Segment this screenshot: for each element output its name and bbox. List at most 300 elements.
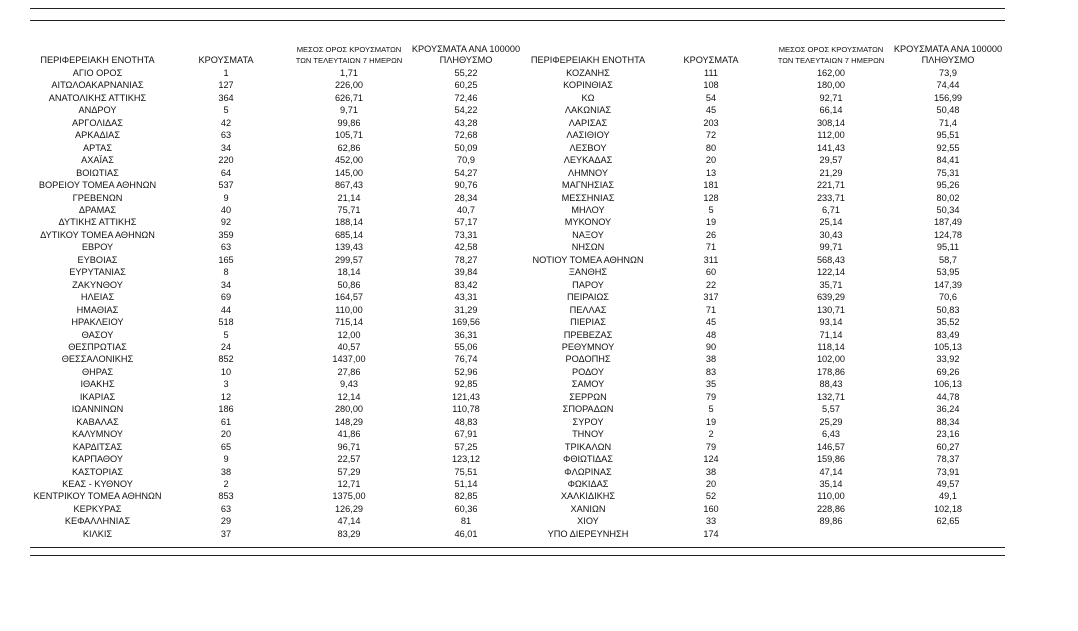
- region-cell: ΦΛΩΡΙΝΑΣ: [564, 466, 612, 477]
- per-100k-cell: 70,6: [939, 292, 957, 303]
- cases-cell: 19: [705, 217, 717, 228]
- per-100k-cell: 33,92: [936, 354, 960, 365]
- region-cell: ΠΕΛΛΑΣ: [569, 304, 607, 315]
- table-row: [523, 403, 1003, 415]
- cases-cell: 38: [705, 466, 717, 477]
- avg-7day-cell: 102,00: [816, 354, 846, 365]
- cases-cell: 45: [705, 317, 717, 328]
- per-100k-cell: 36,24: [936, 404, 960, 415]
- table-row: [30, 503, 521, 515]
- cases-cell: 518: [218, 317, 234, 328]
- avg-7day-cell: 139,43: [334, 242, 364, 253]
- per-100k-cell: 44,78: [936, 391, 960, 402]
- avg-7day-cell: 71,14: [819, 329, 843, 340]
- table-row: [523, 142, 1003, 154]
- per-100k-cell: 57,25: [454, 441, 478, 452]
- region-cell: ΡΟΔΟΥ: [571, 366, 604, 377]
- bottom-rule-second: [30, 555, 1005, 556]
- table-row: [30, 378, 521, 390]
- per-100k-cell: 74,44: [936, 80, 960, 91]
- region-cell: ΘΕΣΣΑΛΟΝΙΚΗΣ: [61, 354, 134, 365]
- avg-7day-cell: 132,71: [816, 391, 846, 402]
- avg-7day-cell: 110,00: [335, 304, 363, 315]
- avg-7day-cell: 452,00: [334, 155, 364, 166]
- table-row: [523, 291, 1003, 303]
- per-100k-cell: 54,27: [454, 167, 478, 178]
- per-100k-cell: 83,42: [454, 279, 478, 290]
- cases-cell: 40: [220, 204, 232, 215]
- region-cell: ΞΑΝΘΗΣ: [568, 267, 608, 278]
- per-100k-cell: 49,57: [936, 478, 960, 489]
- cases-cell: 1: [223, 68, 229, 78]
- per-100k-cell: 88,34: [936, 416, 960, 427]
- header-7day-average: [287, 40, 411, 67]
- per-100k-cell: 43,28: [454, 117, 478, 128]
- cases-cell: 127: [218, 80, 234, 91]
- region-cell: ΛΑΡΙΣΑΣ: [568, 117, 608, 128]
- per-100k-cell: 82,85: [454, 491, 478, 502]
- header-region: ΠΕΡΙΦΕΡΕΙΑΚΗ ΕΝΟΤΗΤΑ: [530, 55, 646, 65]
- per-100k-cell: 36,31: [454, 329, 478, 340]
- cases-cell: 174: [703, 528, 719, 539]
- table-row: [30, 179, 521, 191]
- avg-7day-cell: 162,00: [816, 68, 846, 78]
- header-region: ΠΕΡΙΦΕΡΕΙΑΚΗ ΕΝΟΤΗΤΑ: [40, 55, 155, 65]
- region-cell: ΚΟΖΑΝΗΣ: [566, 68, 610, 78]
- region-cell: ΑΡΚΑΔΙΑΣ: [74, 130, 120, 141]
- avg-7day-cell: 308,14: [816, 117, 846, 128]
- per-100k-cell: 105,13: [933, 341, 963, 352]
- avg-7day-cell: 92,71: [819, 92, 843, 103]
- region-cell: ΛΑΣΙΘΙΟΥ: [566, 130, 610, 141]
- per-100k-cell: 78,37: [936, 454, 960, 465]
- cases-cell: 9: [223, 454, 229, 465]
- cases-cell: 186: [218, 404, 234, 415]
- avg-7day-cell: 66,14: [819, 105, 843, 116]
- cases-cell: 317: [703, 292, 719, 303]
- cases-cell: 359: [218, 229, 234, 240]
- avg-7day-cell: 118,14: [817, 341, 845, 352]
- cases-cell: 364: [218, 92, 234, 103]
- per-100k-cell: 80,02: [936, 192, 960, 203]
- table-row: [30, 316, 521, 328]
- table-row: [30, 266, 521, 278]
- header-7day-average: [769, 40, 893, 67]
- region-cell: ΗΡΑΚΛΕΙΟΥ: [71, 317, 124, 328]
- avg-7day-cell: 178,86: [816, 366, 846, 377]
- table-row: [523, 441, 1003, 453]
- avg-7day-cell: 22,57: [337, 454, 361, 465]
- table-row: [523, 204, 1003, 216]
- region-cell: ΚΑΡΠΑΘΟΥ: [71, 454, 124, 465]
- table-row: [30, 254, 521, 266]
- region-cell: ΕΥΒΟΙΑΣ: [77, 254, 118, 265]
- table-row: [30, 241, 521, 253]
- table-row: [523, 79, 1003, 91]
- cases-cell: 111: [704, 68, 718, 78]
- cases-cell: 37: [220, 528, 232, 539]
- region-cell: ΝΟΤΙΟΥ ΤΟΜΕΑ ΑΘΗΝΩΝ: [532, 254, 644, 265]
- per-100k-cell: 60,27: [936, 441, 960, 452]
- avg-7day-cell: 18,14: [337, 267, 361, 278]
- avg-7day-cell: 105,71: [334, 130, 364, 141]
- cases-cell: 24: [220, 341, 232, 352]
- cases-cell: 852: [218, 354, 234, 365]
- per-100k-cell: 92,85: [454, 379, 478, 390]
- table-row: [30, 142, 521, 154]
- region-cell: ΜΥΚΟΝΟΥ: [564, 217, 612, 228]
- region-cell: ΔΥΤΙΚΗΣ ΑΤΤΙΚΗΣ: [58, 217, 137, 228]
- cases-cell: 52: [705, 491, 717, 502]
- cases-cell: 12: [220, 391, 232, 402]
- region-cell: ΧΙΟΥ: [577, 516, 599, 527]
- region-cell: ΚΕΑΣ - ΚΥΘΝΟΥ: [62, 478, 133, 489]
- table-row: [523, 316, 1003, 328]
- table-row: [523, 216, 1003, 228]
- avg-7day-cell: 126,29: [334, 503, 364, 514]
- region-cell: ΛΕΣΒΟΥ: [569, 142, 607, 153]
- region-cell: ΒΟΙΩΤΙΑΣ: [76, 167, 119, 178]
- per-100k-cell: 75,51: [454, 466, 478, 477]
- table-row: [523, 503, 1003, 515]
- cases-cell: 20: [220, 429, 232, 440]
- avg-7day-cell: [769, 528, 893, 540]
- region-cell: ΑΡΤΑΣ: [83, 142, 112, 153]
- per-100k-cell: 73,31: [454, 229, 478, 240]
- region-cell: ΑΡΓΟΛΙΔΑΣ: [72, 117, 123, 128]
- region-cell: ΣΑΜΟΥ: [571, 379, 605, 390]
- per-100k-cell: 53,95: [936, 267, 960, 278]
- table-row: [523, 341, 1003, 353]
- region-cell: ΘΑΣΟΥ: [81, 329, 114, 340]
- region-cell: ΑΓΙΟ ΟΡΟΣ: [72, 68, 123, 78]
- table-row: [30, 229, 521, 241]
- cases-cell: 54: [705, 92, 717, 103]
- cases-cell: 853: [218, 491, 234, 502]
- region-cell: ΦΩΚΙΔΑΣ: [567, 478, 609, 489]
- right-table-body: [523, 67, 1003, 540]
- cases-cell: 61: [220, 416, 232, 427]
- region-cell: ΙΘΑΚΗΣ: [80, 379, 115, 390]
- cases-cell: 33: [705, 516, 717, 527]
- cases-cell: 160: [703, 503, 719, 514]
- table-row: [523, 353, 1003, 365]
- table-row: [30, 104, 521, 116]
- avg-7day-cell: 130,71: [816, 304, 846, 315]
- table-row: [523, 67, 1003, 79]
- per-100k-cell: 75,31: [936, 167, 960, 178]
- table-row: [523, 266, 1003, 278]
- avg-7day-cell: 83,29: [337, 528, 361, 539]
- table-row: [30, 391, 521, 403]
- table-row: [30, 216, 521, 228]
- region-cell: ΛΕΥΚΑΔΑΣ: [563, 155, 613, 166]
- region-cell: ΦΘΙΩΤΙΔΑΣ: [562, 454, 613, 465]
- table-row: [30, 204, 521, 216]
- table-row: [523, 478, 1003, 490]
- cases-cell: 63: [220, 242, 232, 253]
- per-100k-cell: 76,74: [454, 354, 478, 365]
- table-row: [523, 241, 1003, 253]
- region-cell: ΑΝΑΤΟΛΙΚΗΣ ΑΤΤΙΚΗΣ: [48, 92, 147, 103]
- table-row: [523, 490, 1003, 502]
- table-row: [30, 466, 521, 478]
- per-100k-cell: 35,52: [936, 317, 960, 328]
- avg-7day-cell: 9,71: [340, 105, 358, 116]
- table-row: [30, 353, 521, 365]
- table-row: [523, 391, 1003, 403]
- header-per-100k-line2: ΠΛΗΘΥΣΜΟ: [921, 55, 975, 65]
- region-cell: ΜΗΛΟΥ: [571, 204, 605, 215]
- avg-7day-cell: 1437,00: [332, 354, 366, 365]
- per-100k-cell: 23,16: [936, 429, 960, 440]
- region-cell: ΒΟΡΕΙΟΥ ΤΟΜΕΑ ΑΘΗΝΩΝ: [38, 180, 157, 191]
- cases-table-right: [523, 40, 1003, 540]
- cases-table-left: [30, 40, 521, 540]
- avg-7day-cell: 57,29: [337, 466, 361, 477]
- region-cell: ΜΑΓΝΗΣΙΑΣ: [561, 180, 615, 191]
- cases-cell: 108: [703, 80, 719, 91]
- per-100k-cell: 39,84: [454, 267, 478, 278]
- cases-cell: 90: [705, 341, 717, 352]
- avg-7day-cell: 867,43: [334, 180, 364, 191]
- region-cell: ΧΑΛΚΙΔΙΚΗΣ: [560, 491, 616, 502]
- per-100k-cell: 84,41: [936, 155, 960, 166]
- avg-7day-cell: 141,43: [816, 142, 846, 153]
- header-per-100k-line2: ΠΛΗΘΥΣΜΟ: [439, 55, 493, 65]
- cases-cell: 29: [220, 516, 232, 527]
- per-100k-cell: 73,91: [936, 466, 960, 477]
- cases-cell: 5: [223, 105, 229, 116]
- cases-cell: 69: [220, 292, 232, 303]
- avg-7day-cell: 148,29: [334, 416, 364, 427]
- avg-7day-cell: 626,71: [334, 92, 364, 103]
- cases-cell: 45: [705, 105, 717, 116]
- region-cell: ΛΗΜΝΟΥ: [567, 167, 609, 178]
- avg-7day-cell: 35,71: [819, 279, 843, 290]
- region-cell: ΕΒΡΟΥ: [81, 242, 114, 253]
- table-row: [523, 104, 1003, 116]
- avg-7day-cell: 40,57: [337, 341, 361, 352]
- table-row: [523, 466, 1003, 478]
- avg-7day-cell: 1,71: [340, 68, 358, 78]
- cases-cell: 5: [708, 204, 714, 215]
- cases-cell: 124: [703, 454, 719, 465]
- cases-cell: 34: [220, 142, 232, 153]
- per-100k-cell: 78,27: [454, 254, 478, 265]
- region-cell: ΜΕΣΣΗΝΙΑΣ: [561, 192, 615, 203]
- avg-7day-cell: 1375,00: [332, 491, 366, 502]
- region-cell: ΚΙΛΚΙΣ: [82, 528, 113, 539]
- cases-cell: 64: [220, 167, 232, 178]
- avg-7day-cell: 12,14: [337, 391, 361, 402]
- per-100k-cell: 124,78: [933, 229, 963, 240]
- table-row: [30, 192, 521, 204]
- bottom-rule: [30, 547, 1005, 548]
- per-100k-cell: 40,7: [457, 204, 475, 215]
- avg-7day-cell: 21,29: [819, 167, 843, 178]
- table-row: [30, 403, 521, 415]
- cases-cell: 128: [703, 192, 719, 203]
- avg-7day-cell: 89,86: [819, 516, 843, 527]
- per-100k-cell: 71,4: [939, 117, 957, 128]
- table-row: [523, 254, 1003, 266]
- per-100k-cell: 72,68: [454, 130, 478, 141]
- per-100k-cell: 58,7: [939, 254, 957, 265]
- avg-7day-cell: 159,86: [816, 454, 846, 465]
- avg-7day-cell: 180,00: [816, 80, 846, 91]
- region-cell: ΚΕΦΑΛΛΗΝΙΑΣ: [64, 516, 131, 527]
- per-100k-cell: 50,48: [936, 105, 960, 116]
- per-100k-cell: 54,22: [454, 105, 478, 116]
- table-row: [30, 279, 521, 291]
- cases-cell: 60: [705, 267, 717, 278]
- table-row: [523, 154, 1003, 166]
- table-row: [30, 154, 521, 166]
- left-table-body: [30, 67, 521, 540]
- header-per-100k-line1: ΚΡΟΥΣΜΑΤΑ ΑΝΑ 100000: [893, 44, 1003, 54]
- avg-7day-cell: 75,71: [337, 204, 361, 215]
- table-row: [30, 167, 521, 179]
- avg-7day-cell: 568,43: [816, 254, 846, 265]
- region-cell: ΤΡΙΚΑΛΩΝ: [564, 441, 612, 452]
- table-row: [30, 67, 521, 79]
- region-cell: ΖΑΚΥΝΘΟΥ: [72, 279, 123, 290]
- avg-7day-cell: 41,86: [337, 429, 361, 440]
- cases-cell: 80: [705, 142, 717, 153]
- cases-cell: 8: [223, 267, 229, 278]
- table-row: [523, 366, 1003, 378]
- table-row: [523, 167, 1003, 179]
- avg-7day-cell: 29,57: [819, 155, 843, 166]
- cases-cell: 5: [223, 329, 229, 340]
- region-cell: ΚΑΛΥΜΝΟΥ: [71, 429, 124, 440]
- cases-cell: 13: [705, 167, 717, 178]
- per-100k-cell: 106,13: [933, 379, 963, 390]
- cases-cell: 26: [705, 229, 717, 240]
- cases-cell: 34: [220, 279, 232, 290]
- region-cell: ΡΟΔΟΠΗΣ: [565, 354, 611, 365]
- region-cell: ΚΟΡΙΝΘΙΑΣ: [563, 80, 613, 91]
- cases-cell: 2: [708, 429, 714, 440]
- per-100k-cell: 62,65: [936, 516, 960, 527]
- avg-7day-cell: 188,14: [334, 217, 364, 228]
- cases-cell: 181: [703, 180, 719, 191]
- avg-7day-cell: 164,57: [334, 292, 364, 303]
- per-100k-cell: 52,96: [454, 366, 478, 377]
- header-per-100k-line1: ΚΡΟΥΣΜΑΤΑ ΑΝΑ 100000: [411, 44, 521, 54]
- header-per-100k: [893, 40, 1003, 67]
- avg-7day-cell: 96,71: [337, 441, 361, 452]
- region-cell: ΙΚΑΡΙΑΣ: [79, 391, 116, 402]
- region-cell: ΚΑΣΤΟΡΙΑΣ: [71, 466, 123, 477]
- table-row: [30, 291, 521, 303]
- avg-7day-cell: 99,86: [337, 117, 361, 128]
- table-row: [30, 515, 521, 527]
- per-100k-cell: 95,11: [936, 242, 960, 253]
- cases-cell: 9: [223, 192, 229, 203]
- table-row: [523, 229, 1003, 241]
- avg-7day-cell: 715,14: [334, 317, 364, 328]
- header-7day-average-line1: ΜΕΣΟΣ ΟΡΟΣ ΚΡΟΥΣΜΑΤΩΝ: [296, 45, 402, 54]
- per-100k-cell: 51,14: [454, 478, 478, 489]
- header-7day-average-line2: ΤΩΝ ΤΕΛΕΥΤΑΙΩΝ 7 ΗΜΕΡΩΝ: [777, 56, 885, 65]
- per-100k-cell: 46,01: [454, 528, 478, 539]
- per-100k-cell: 50,83: [936, 304, 960, 315]
- avg-7day-cell: 122,14: [816, 267, 846, 278]
- table-row: [30, 428, 521, 440]
- per-100k-cell: 95,26: [936, 180, 960, 191]
- table-row: [30, 453, 521, 465]
- cases-cell: 165: [218, 254, 234, 265]
- table-row: [30, 416, 521, 428]
- table-row: [30, 129, 521, 141]
- cases-cell: 92: [220, 217, 232, 228]
- avg-7day-cell: 12,00: [337, 329, 361, 340]
- table-row: [523, 329, 1003, 341]
- cases-cell: 65: [220, 441, 232, 452]
- per-100k-cell: 28,34: [454, 192, 478, 203]
- per-100k-cell: 81: [460, 516, 472, 527]
- region-cell: ΗΜΑΘΙΑΣ: [76, 304, 119, 315]
- region-cell: ΙΩΑΝΝΙΝΩΝ: [71, 404, 124, 415]
- avg-7day-cell: 112,00: [817, 130, 845, 141]
- top-rule-second: [30, 20, 1005, 21]
- table-row: [523, 416, 1003, 428]
- per-100k-cell: 60,36: [454, 503, 478, 514]
- region-cell: ΕΥΡΥΤΑΝΙΑΣ: [69, 267, 126, 278]
- avg-7day-cell: 233,71: [816, 192, 846, 203]
- per-100k-cell: 43,31: [454, 292, 478, 303]
- cases-cell: 2: [223, 478, 229, 489]
- table-row: [523, 428, 1003, 440]
- per-100k-cell: 102,18: [933, 503, 963, 514]
- cases-cell: 5: [708, 404, 714, 415]
- avg-7day-cell: 25,29: [819, 416, 843, 427]
- cases-cell: 38: [705, 354, 717, 365]
- per-100k-cell: 123,12: [451, 454, 481, 465]
- table-row: [523, 515, 1003, 527]
- region-cell: ΡΕΘΥΜΝΟΥ: [561, 341, 615, 352]
- table-row: [30, 478, 521, 490]
- region-cell: ΗΛΕΙΑΣ: [80, 292, 115, 303]
- region-cell: ΠΙΕΡΙΑΣ: [570, 317, 606, 328]
- per-100k-cell: 72,46: [454, 92, 478, 103]
- avg-7day-cell: 145,00: [334, 167, 364, 178]
- avg-7day-cell: 685,14: [334, 229, 364, 240]
- region-cell: ΛΑΚΩΝΙΑΣ: [564, 105, 612, 116]
- cases-cell: 44: [220, 304, 232, 315]
- header-cases: ΚΡΟΥΣΜΑΤΑ: [683, 55, 739, 65]
- region-cell: ΑΝΔΡΟΥ: [78, 105, 117, 116]
- avg-7day-cell: 99,71: [819, 242, 843, 253]
- per-100k-cell: 110,78: [452, 404, 480, 415]
- avg-7day-cell: 47,14: [819, 466, 843, 477]
- avg-7day-cell: 30,43: [819, 229, 843, 240]
- table-row: [523, 179, 1003, 191]
- per-100k-cell: 49,1: [939, 491, 957, 502]
- region-cell: ΚΕΝΤΡΙΚΟΥ ΤΟΜΕΑ ΑΘΗΝΩΝ: [33, 491, 162, 502]
- region-cell: ΝΑΞΟΥ: [572, 229, 604, 240]
- cases-cell: 22: [705, 279, 717, 290]
- per-100k-cell: 83,49: [936, 329, 960, 340]
- header-7day-average-line2: ΤΩΝ ΤΕΛΕΥΤΑΙΩΝ 7 ΗΜΕΡΩΝ: [295, 56, 403, 65]
- table-row: [523, 129, 1003, 141]
- region-cell: ΘΗΡΑΣ: [81, 366, 114, 377]
- table-row: [523, 378, 1003, 390]
- avg-7day-cell: 228,86: [816, 503, 846, 514]
- region-cell: ΝΗΣΩΝ: [571, 242, 605, 253]
